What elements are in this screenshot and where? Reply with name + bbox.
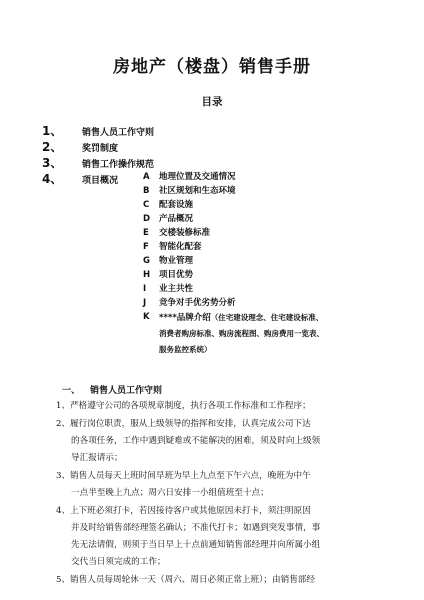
paragraph-line: 的各项任务，工作中遇到疑难或不能解决的困难，须及时向上级领 (71, 436, 321, 446)
toc-item-text: 项目概况 (82, 176, 119, 186)
paragraph-line: 交代当日须完成的工作； (71, 557, 166, 567)
list-item-text (159, 310, 323, 326)
list-item-text: 配套设施 (159, 200, 194, 210)
list-item-letter: K (143, 312, 150, 322)
toc-heading: 目录 (201, 96, 223, 108)
list-item-text: 项目优势 (159, 270, 194, 280)
list-item-letter: B (143, 186, 150, 196)
list-item-text: 业主共性 (159, 284, 194, 294)
list-item-text: 智能化配套 (159, 242, 202, 252)
list-item-letter: J (143, 298, 147, 308)
document-title: 房地产（楼盘）销售手册 (113, 57, 311, 77)
paragraph-line: 一点半至晚上九点；周六日安排一小组值班至十点； (71, 488, 269, 498)
brand-intro-label: ****品牌介绍 (159, 313, 211, 323)
paragraph-line: 4、上下班必须打卡，若因接待客户或其他原因未打卡，须注明原因 (56, 506, 311, 516)
toc-item-text: 奖罚制度 (82, 144, 119, 154)
list-item-text: 竞争对手优劣势分析 (159, 298, 236, 308)
list-item-letter: E (143, 228, 149, 238)
list-item-text: 服务监控系统） (159, 345, 212, 354)
list-item-text: 社区规划和生态环境 (159, 186, 236, 196)
toc-item-number: 2、 (42, 140, 63, 154)
list-item-text: 物业管理 (159, 256, 194, 266)
list-item-letter: G (143, 256, 150, 266)
list-item-letter: H (143, 270, 151, 280)
paragraph-line: 5、销售人员每周轮休一天（周六、周日必须正常上班）；由销售部经 (56, 575, 315, 585)
paragraph-line: 3、销售人员每天上班时间早班为早上九点至下午六点，晚班为中午 (56, 471, 311, 481)
toc-item-number: 4、 (42, 172, 63, 186)
list-item-letter: C (143, 200, 150, 210)
brand-intro-detail: （住宅建设理念、住宅建设标准、 (210, 313, 324, 322)
paragraph-line: 2、履行岗位职责，服从上级领导的指挥和安排，认真完成公司下达 (56, 419, 311, 429)
section-title: 销售人员工作守则 (90, 386, 163, 396)
list-item-text: 地理位置及交通情况 (159, 172, 236, 182)
list-item-text: 交楼装修标准 (159, 228, 211, 238)
list-item-text: 消费者购房标准、购房流程图、购房费用一览表、 (159, 329, 324, 338)
toc-item-text: 销售人员工作守则 (82, 128, 155, 138)
toc-item-text: 销售工作操作规范 (82, 160, 155, 170)
list-item-letter: D (143, 214, 151, 224)
list-item-letter: F (143, 242, 149, 252)
toc-item-number: 3、 (42, 156, 63, 170)
section-number: 一、 (62, 386, 81, 396)
list-item-letter: A (143, 172, 150, 182)
paragraph-line: 并及时给销售部经理签名确认；不准代打卡；如遇到突发事情，事 (71, 523, 321, 533)
toc-item-number: 1、 (42, 124, 63, 138)
paragraph-line: 先无法请假，则须于当日早上十点前通知销售部经理并向所属小组 (71, 540, 321, 550)
toc-item (42, 168, 118, 188)
paragraph-line: 导汇报请示； (71, 453, 123, 463)
section-heading (62, 383, 162, 396)
paragraph-line: 1、严格遵守公司的各项规章制度，执行各项工作标准和工作程序； (56, 401, 311, 411)
list-item-letter: I (143, 284, 147, 294)
list-item-text: 产品概况 (159, 214, 194, 224)
